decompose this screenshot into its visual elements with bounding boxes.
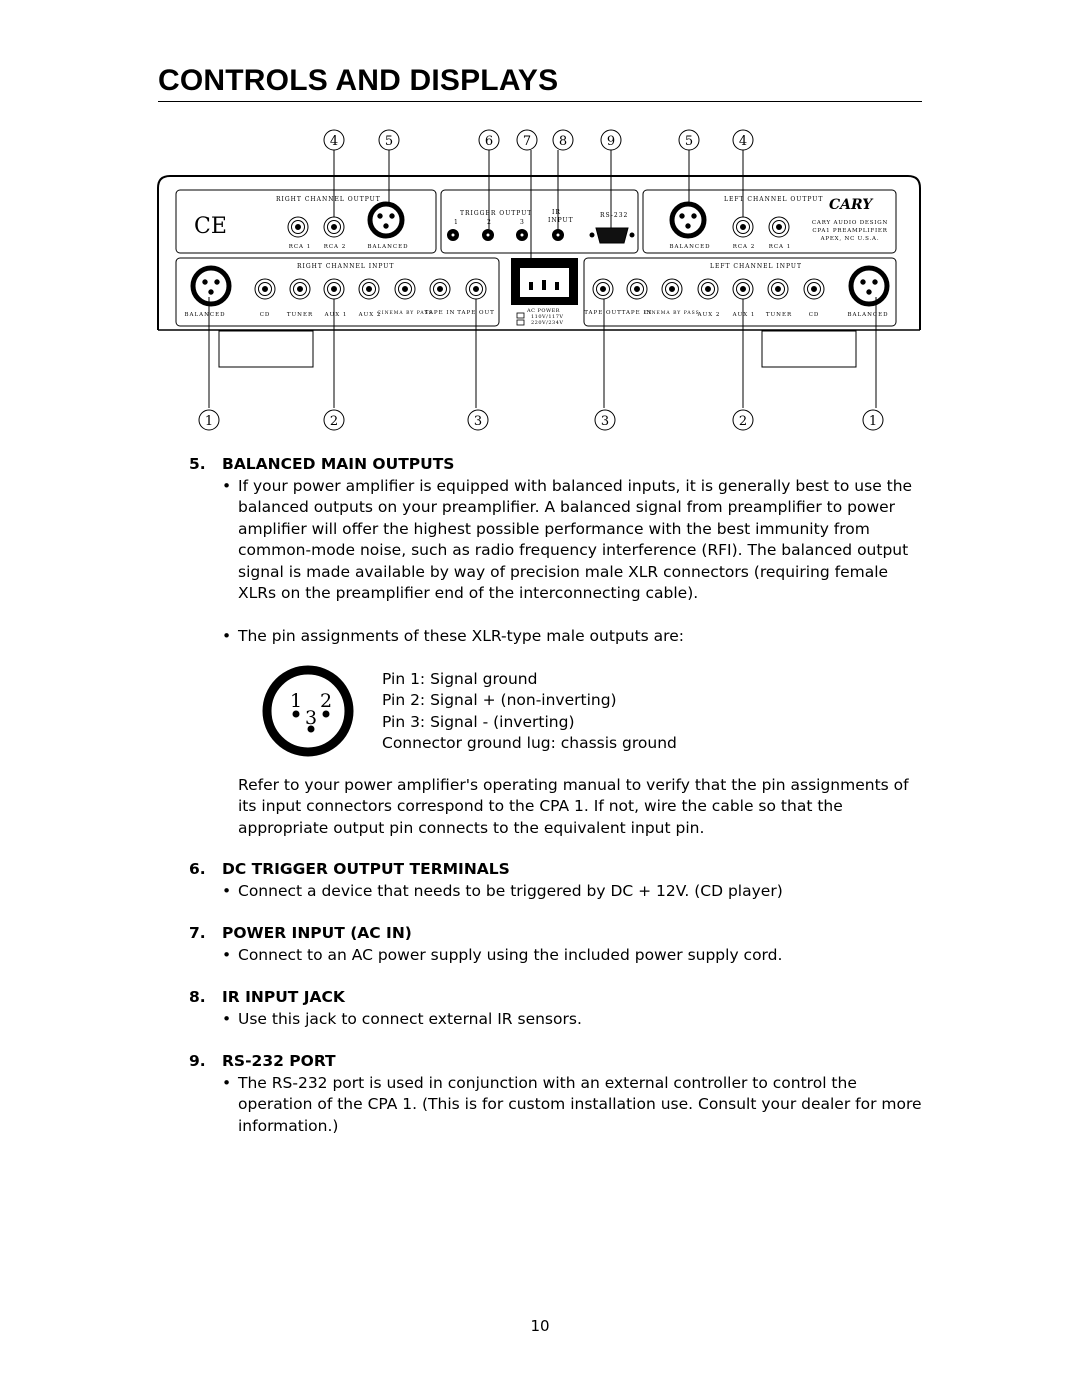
section-8-bullet — [222, 1009, 922, 1030]
section-9-bullet — [222, 1073, 922, 1137]
callout-2-right: 2 — [329, 414, 339, 429]
bullet-text: Connect to an AC power supply using the included power supply cord. — [238, 946, 783, 964]
ce-mark: CE — [194, 214, 227, 239]
trigger-num-3: 3 — [520, 219, 525, 226]
ir-label-2: INPUT — [548, 217, 574, 224]
page-number: 10 — [530, 1317, 550, 1335]
brand-line-2: CPA1 PREAMPLIFIER — [812, 228, 888, 234]
section-title: IR INPUT JACK — [222, 988, 345, 1006]
xlr-pin-3-label: 3 — [305, 707, 318, 729]
section-5-heading — [189, 455, 454, 473]
brand-line-3: APEX, NC U.S.A. — [820, 236, 880, 242]
rs232-label: RS-232 — [600, 212, 629, 219]
right-in-label-aux2: AUX 2 — [358, 312, 382, 318]
bullet-text: The RS-232 port is used in conjunction with an external controller to control the operation of the CPA 1. (This is for custom installation use. Consult your dealer for more information.) — [238, 1074, 922, 1135]
bullet-text: The pin assignments of these XLR-type male outputs are: — [238, 627, 684, 645]
callout-1-right: 1 — [204, 414, 214, 429]
brand-line-1: CARY AUDIO DESIGN — [811, 220, 889, 226]
section-number: 6. — [189, 860, 206, 878]
section-6-heading — [189, 860, 510, 878]
right-out-label-balanced: BALANCED — [367, 244, 409, 250]
ground-lug-text: Connector ground lug: chassis ground — [382, 734, 677, 753]
callout-4-right: 4 — [329, 134, 339, 149]
right-out-label-rca2: RCA 2 — [323, 244, 347, 250]
page-title: CONTROLS AND DISPLAYS — [158, 64, 559, 97]
rs232-connector — [590, 228, 635, 243]
ac-voltage-1: 110V/117V — [531, 314, 564, 320]
left-in-label-balanced: BALANCED — [847, 312, 889, 318]
section-title: BALANCED MAIN OUTPUTS — [222, 455, 455, 473]
ir-label-1: IR — [552, 209, 561, 216]
left-in-label-tape-out: TAPE OUT — [584, 310, 622, 316]
right-input-label: RIGHT CHANNEL INPUT — [297, 263, 395, 270]
bullet-dot: • — [222, 1010, 232, 1028]
callout-2-left: 2 — [738, 414, 748, 429]
bullet-dot: • — [222, 882, 232, 900]
bullet-dot: • — [222, 946, 232, 964]
right-in-label-tape-in: TAPE IN — [424, 310, 456, 316]
right-in-label-tape-out: TAPE OUT — [457, 310, 495, 316]
right-output-label: RIGHT CHANNEL OUTPUT — [276, 196, 381, 203]
left-input-connectors — [593, 268, 887, 304]
section-title: POWER INPUT (AC IN) — [222, 924, 412, 942]
section-5-note: Refer to your power amplifier's operating manual to verify that the pin assignments of its input connectors correspond to the CPA 1. If not, wire the cable so that the appropriate output pin connects to the equivalent input pin. — [238, 776, 909, 837]
section-5-bullet-2 — [222, 626, 922, 647]
callout-1-left: 1 — [868, 414, 878, 429]
callout-5-left: 5 — [684, 134, 694, 149]
right-in-label-aux1: AUX 1 — [324, 312, 348, 318]
section-number: 5. — [189, 455, 206, 473]
bullet-dot: • — [222, 1074, 232, 1092]
left-in-label-aux1: AUX 1 — [732, 312, 756, 318]
pin-2-text: Pin 2: Signal + (non-inverting) — [382, 691, 617, 710]
right-input-connectors — [193, 268, 486, 304]
left-out-label-rca1: RCA 1 — [768, 244, 792, 250]
right-in-label-tuner: TUNER — [286, 312, 314, 318]
bullet-text: If your power amplifier is equipped with balanced inputs, it is generally best to use the balanced outputs on your preamplifier. A balanced signal from preamplifier to power amplifier will offer the highest possible performance with the best immunity from common-mode noise, such as radio frequency interference (RFI). The balanced output signal is made available by way of precision male XLR connectors (requiring female XLRs on the preamplifier end of the interconnecting cable). — [238, 477, 913, 603]
left-out-label-rca2: RCA 2 — [732, 244, 756, 250]
callout-5-right: 5 — [384, 134, 394, 149]
right-in-label-cinema: CINEMA BY PASS — [377, 311, 433, 316]
right-in-label-cd: CD — [259, 312, 271, 318]
bullet-text: Connect a device that needs to be triggered by DC + 12V. (CD player) — [238, 882, 783, 900]
brand-logo: CARY — [829, 197, 873, 213]
rear-panel-diagram — [0, 0, 1080, 440]
section-number: 7. — [189, 924, 206, 942]
section-title: RS-232 PORT — [222, 1052, 336, 1070]
left-in-label-cinema: CINEMA BY PASS — [644, 311, 700, 316]
right-output-connectors — [288, 204, 402, 237]
callout-3-right: 3 — [473, 414, 483, 429]
pin-1-text: Pin 1: Signal ground — [382, 670, 538, 688]
callout-3-left: 3 — [600, 414, 610, 429]
section-9-heading — [189, 1052, 336, 1070]
ac-power-label: AC POWER — [527, 308, 561, 314]
left-in-label-cd: CD — [808, 312, 820, 318]
left-output-label: LEFT CHANNEL OUTPUT — [724, 196, 824, 203]
section-6-bullet — [222, 881, 922, 902]
section-8-heading — [189, 988, 345, 1006]
section-title: DC TRIGGER OUTPUT TERMINALS — [222, 860, 510, 878]
callout-6: 6 — [484, 134, 494, 149]
callout-9: 9 — [606, 134, 616, 149]
left-in-label-tape-in: TAPE IN — [621, 310, 653, 316]
left-in-label-tuner: TUNER — [765, 312, 793, 318]
section-number: 8. — [189, 988, 206, 1006]
trigger-output-label: TRIGGER OUTPUT — [460, 210, 533, 217]
left-output-connectors — [672, 204, 789, 237]
xlr-pinout-diagram — [260, 663, 356, 759]
xlr-pin-1-label: 1 — [290, 690, 303, 712]
section-number: 9. — [189, 1052, 206, 1070]
bullet-dot: • — [222, 477, 232, 495]
callout-4-left: 4 — [738, 134, 748, 149]
trigger-num-1: 1 — [454, 219, 459, 226]
right-out-label-rca1: RCA 1 — [288, 244, 312, 250]
left-out-label-balanced: BALANCED — [669, 244, 711, 250]
callout-8: 8 — [558, 134, 568, 149]
left-in-label-aux2: AUX 2 — [697, 312, 721, 318]
bullet-text: Use this jack to connect external IR sensors. — [238, 1010, 582, 1028]
right-in-label-balanced: BALANCED — [184, 312, 226, 318]
left-input-label: LEFT CHANNEL INPUT — [710, 263, 802, 270]
bottom-callouts — [199, 410, 883, 430]
callout-7: 7 — [522, 134, 532, 149]
trigger-and-ir-jacks — [448, 230, 564, 241]
section-7-bullet — [222, 945, 922, 966]
pin-assignments — [382, 669, 677, 755]
trigger-num-2: 2 — [487, 219, 492, 226]
ac-voltage-2: 220V/234V — [531, 320, 564, 326]
section-5-bullet-1 — [222, 476, 922, 604]
bullet-dot: • — [222, 627, 232, 645]
xlr-pin-2-label: 2 — [320, 690, 333, 712]
section-7-heading — [189, 924, 412, 942]
pin-3-text: Pin 3: Signal - (inverting) — [382, 712, 575, 731]
